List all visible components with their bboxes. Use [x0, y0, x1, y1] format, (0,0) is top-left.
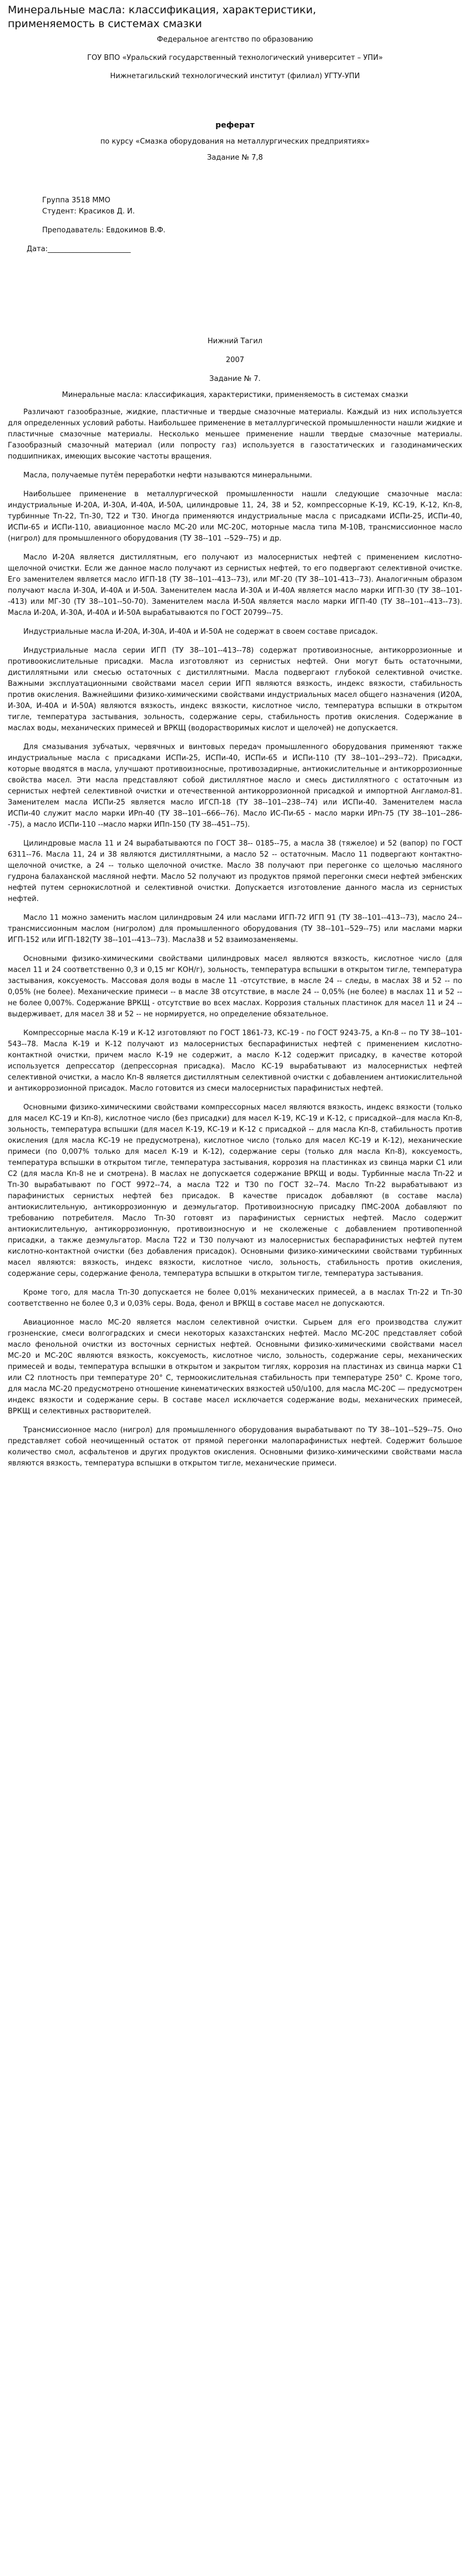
body-paragraph: Цилиндровые масла 11 и 24 вырабатываются по ГОСТ 38-- 0185--75, а масла 38 (тяжелое) и 52 (вапор) по ГОСТ 6311--76. Масла 11, 24 и 38 являются дистиллятными, а масло 52 -- остаточным. Масло 11 подвергают контактно-щелочной очистке, а 24 -- только щелочной очистке. Масло 38 получают при перегонке со щелочью масляного гудрона балаханской масляной нефти. Масло 52 получают из продуктов прямой перегонки смеси нефтей эмбенских нефтей путем сернокислотной и селективной очистки. Допускается изготовление данного масла из сернистых нефтей.	[8, 839, 462, 903]
author-info	[8, 195, 462, 255]
body-paragraph: Кроме того, для масла Тп-30 допускается не более 0,01% механических примесей, а в маслах Тп-22 и Тп-30 соответственно не более 0,3 и 0,03% серы. Вода, фенол и ВРКЩ в составе масел не допускаются.	[8, 1289, 462, 1308]
teacher-line: Преподаватель: Евдокимов В.Ф.	[42, 226, 166, 235]
date-line: Дата:_______________________	[27, 245, 131, 253]
body-paragraph: Трансмиссионное масло (нигрол) для промышленного оборудования вырабатывают по ТУ 38--101--529--75. Оно представляет собой неочищенный остаток от прямой перегонки малопарафинистых нефтей. Содержит большое количество смол, асфальтенов и других продуктов окисления. Основными физико-химическими свойствами масла являются вязкость, температура вспышки в открытом тигле, механические примеси.	[8, 1426, 462, 1468]
group-line: Группа 3518 ММО	[42, 196, 110, 205]
subject-heading: Минеральные масла: классификация, характеристики, применяемость в системах смазки	[62, 391, 408, 399]
university-line: ГОУ ВПО «Уральский государственный технологический университет – УПИ»	[87, 54, 383, 62]
body-paragraph: Масло И-20А является дистиллятным, его получают из малосернистых нефтей с применением кислотно-щелочной очистки. Если же данное масло получают из сернистых нефтей, то его подвергают селективной очистке. Его заменителем является масло ИГП-18 (ТУ 38--101--413--73), или МГ-20 (ТУ 38--101-413--73). Аналогичным образом получают масла И-30А, И-40А и И-50А. Заменителем масла И-30А и И-40А является масло марки ИГП-30 (ТУ 38--101--413) или МГ-30 (ТУ 38--101--50-70). Заменителем масла И-50А является масло марки ИГП-40 (ТУ 38--101--413--73). Масла И-20А, И-30А, И-40А и И-50А вырабатываются по ГОСТ 20799--75.	[8, 553, 462, 617]
city-name: Нижний Тагил	[208, 337, 262, 345]
year: 2007	[225, 356, 245, 364]
body-text	[8, 407, 462, 1469]
city-year-block	[8, 336, 462, 400]
body-paragraph: Авиационное масло МС-20 является маслом селективной очистки. Сырьем для его производства служит грозненские, смеси волгоградских и смеси некоторых казахстанских нефтей. Масло МС-20С представляет собой масло фенольной очистки из восточных сернистых нефтей. Основными физико-химическими свойствами масел МС-20 и МС-20С являются вязкость, коксуемость, кислотное число, зольность, содержание серы, механических примесей и воды, температура вспышки в открытом и закрытом тиглях, коррозия на пластинах из свинца марки C1 или C2 плотность при температуре 20° С, термоокислительная стабильность при температуре 250° С. Кроме того, для масла МС-20 предусмотрено отношение кинематических вязкостей u50/u100, для масла МС-20С — предусмотрен индекс вязкости и содержание серы. В составе масел исключается содержание воды, механических примесей, ВРКЩ и селективных растворителей.	[8, 1318, 462, 1416]
body-paragraph: Масло 11 можно заменить маслом цилиндровым 24 или маслами ИГП-72 ИГП 91 (ТУ 38--101--413--73), масло 24-- трансмиссионным маслом (нигролом) для промышленного оборудования (ТУ 38--101--529--75) или маслами марки ИГП-152 или ИГП-182(ТУ 38--101--413--73). Масла38 и 52 взаимозаменяемы.	[8, 914, 462, 944]
body-paragraph: Наибольшее применение в металлургической промышленности нашли следующие смазочные масла: индустриальные И-20А, И-30А, И-40А, И-50А, цилиндровые 11, 24, 38 и 52, компрессорные К-19, КС-19, К-12, Кп-8, турбинные Тп-22, Тп-30, Т22 и Т30. Иногда применяются индустриальные масла с присадками ИСПи-25, ИСПи-40, ИСПи-65 и ИСПи-110, авиационное масло МС-20 или МС-20С, моторные масла типа М-10В, трансмиссионное масло (нигрол) для промышленного оборудования (ТУ 38--101 --529--75) и др.	[8, 490, 462, 543]
agency-line: Федеральное агентство по образованию	[156, 35, 314, 44]
body-paragraph: Масла, получаемые путём переработки нефти называются минеральными.	[23, 471, 312, 480]
task-number: Задание № 7,8	[207, 154, 263, 162]
work-type: реферат	[215, 121, 255, 130]
body-paragraph: Основными физико-химическими свойствами цилиндровых масел являются вязкость, кислотное число (для масел 11 и 24 соответственно 0,3 и 0,15 мг КОН/г), зольность, температура вспышки в открытом тигле, температура застывания, коксуемость. Массовая доля воды в масле 11 -отсутствие, в масле 24 -- следы, в маслах 38 и 52 -- по 0,05% (не более). Механические примеси -- в масле 38 отсутствие, в масле 24 -- 0,05% (не более) в маслах 11 и 52 -- не более 0,007%. Содержание ВРКЩ - отсутствие во всех маслах. Коррозия стальных пластинок для масел 11 и 24 -- выдерживает, для масел 38 и 52 -- не нормируется, но определение обязательное.	[8, 955, 462, 1019]
body-paragraph: Индустриальные масла И-20А, И-30А, И-40А и И-50А не содержат в своем составе присадок.	[23, 628, 378, 636]
body-paragraph: Основными физико-химическими свойствами компрессорных масел являются вязкость, индекс вязкости (только для масел КС-19 и Кп-8), кислотное число (без присадки) для масел К-19, КС-19 и К-12, с присадкой--для масла Кп-8, зольность, температура вспышки (для масел К-19, КС-19 и К-12 с присадкой -- для масла Кп-8, стабильность против окисления (для масла КС-19 не предусмотрена), кислотное число (только для масел КС-19 и К-12), механические примеси (по 0,007% только для масел К-19 и К-12), содержание серы (только для масла Кп-8), коксуемость, температура вспышки в открытом тигле, температура застывания, коррозия на пластинках из свинца марки C1 или C2 (для масла Кп-8 не и смотрена). В маслах не допускается содержание ВРКЩ и воды. Турбинные масла Тп-22 и Тп-30 вырабатывают по ГОСТ 9972--74, а масла Т22 и Т30 по ГОСТ 32--74. Масло Тп-22 вырабатывают из парафинистых сернистых нефтей без присадок. В качестве присадок добавляют (в составе масла) антиокислительную, антикоррозионную и деэмульгатор. Противоизносную присадку ПМС-200А добавляют по требованию потребителя. Масло Тп-30 готовят из парафинистых сернистых нефтей. Масло содержит антиокислительную, антикоррозионную, противоизносную и не сколеженые с добавлением противопенной присадки, а также деэмульгатор. Масла Т22 и Т30 получают из малосернистых беспарафинистых нефтей путем кислотно-контактной очистки (без добавления присадок). Основными физико-химическими свойствами турбинных масел являются: вязкость, индекс вязкости, кислотное число, зольность, стабильность против окисления, содержание серы, содержание фенола, температура вспышки в открытом тигле, температура застывания.	[8, 1103, 462, 1278]
task-heading: Задание № 7.	[209, 375, 261, 383]
course-line: по курсу «Смазка оборудования на металлургических предприятиях»	[100, 138, 370, 146]
body-paragraph: Различают газообразные, жидкие, пластичные и твердые смазочные материалы. Каждый из них используется для определенных условий работы. Наибольшее применение в металлургической промышленности нашли жидкие и пластичные смазочные материалы. Несколько меньшее применение нашли твердые смазочные материалы. Газообразный смазочный материал (или попросту газ) используется в газостатических и газодинамических подшипниках, имеющих высокие частоты вращения.	[8, 408, 462, 461]
body-paragraph: Для смазывания зубчатых, червячных и винтовых передач промышленного оборудования применяют также индустриальные масла с присадками ИСПи-25, ИСПи-40, ИСПи-65 и ИСПи-110 (ТУ 38--101--293--72). Присадки, которые вводятся в масла, улучшают противоизносные, противозадирные, антиокислительные и антикоррозионные свойства масел. Эти масла представляют собой дистиллятное масло и смесь дистиллятного с остаточным из сернистых нефтей селективной очистки и отечественной антикоррозионной присадкой и импортной Англамол-81. Заменителем масла ИСПи-25 является масло ИГСП-18 (ТУ 38--101--238--74) или ИСПи-40. Заменителем масла ИСПи-40 служит масло марки ИРп-40 (ТУ 38--101--666--76). Масло ИС-Пи-65 - масло марки ИРп-75 (ТУ 38--101--286--75), а масло ИСПи-110 --масло марки ИПп-150 (ТУ 38--451--75).	[8, 743, 462, 829]
title-page-header	[8, 34, 462, 163]
body-paragraph: Компрессорные масла К-19 и К-12 изготовляют по ГОСТ 1861-73, КС-19 - по ГОСТ 9243-75, а Кп-8 -- по ТУ 38--101-543--78. Масла К-19 и К-12 получают из малосернистых беспарафинистых нефтей с применением кислотно-контактной очистки, причем масло К-19 не содержит, а масло К-12 содержит присадку, в качестве которой используется депрессатор (депрессорная присадка). Масло КС-19 вырабатывают из малосернистых нефтей селективной очистки, а масло Кп-8 является дистиллятным селективной очистки с добавлением антиокислительной и антикоррозионной присадок. Масло готовится из смеси малосернистых парафинистых нефтей.	[8, 1029, 462, 1093]
institute-line: Нижнетагильский технологический институт (филиал) УГТУ-УПИ	[110, 72, 360, 80]
body-paragraph: Индустриальные масла серии ИГП (ТУ 38--101--413--78) содержат противоизносные, антикоррозионные и противоокислительные присадки. Масла изготовляют из сернистых нефтей. Они могут быть остаточными, дистиллятными или смесью остаточных с дистиллятными. Масла подвергают глубокой селективной очистке. Важными эксплуатационными свойствами масел серии ИГП являются вязкость, индекс вязкости, стабильность против окисления. Важнейшими физико-химическими свойствами индустриальных масел общего назначения (И20А, И-30А, И-40А и И-50А) являются вязкость, индекс вязкости, кислотное число, температура вспышки в открытом тигле, температура застывания, зольность, содержание серы, стабильность против окисления. Содержание в маслах воды, механических примесей и ВРКЩ (водорастворимых кислот и щелочей) не допускается.	[8, 646, 462, 732]
page-title: Минеральные масла: классификация, характеристики, применяемость в системах смазки	[8, 4, 316, 30]
student-line: Студент: Красиков Д. И.	[42, 207, 135, 216]
